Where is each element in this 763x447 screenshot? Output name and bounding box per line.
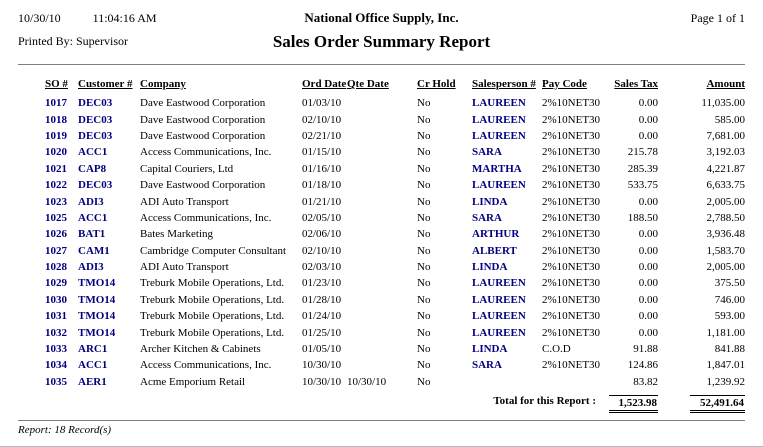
customer-number: DEC03 [78,179,113,192]
table-row [45,374,745,390]
cr-hold-cell: No [417,179,431,192]
amount-cell: 1,583.70 [706,244,745,257]
customer-number: ARC1 [78,343,108,356]
ord-date-cell: 02/21/10 [302,129,342,142]
table-row [45,128,745,144]
company-name: National Office Supply, Inc. [304,10,459,25]
table-row [45,177,745,193]
cr-hold-cell: No [417,359,431,372]
footer-divider [18,420,745,422]
cr-hold-cell: No [417,293,431,306]
company-cell: Dave Eastwood Corporation [140,129,266,142]
cr-hold-cell: No [417,310,431,323]
salesperson-cell: LINDA [472,343,508,356]
so-number: 1017 [45,97,67,110]
ord-date-cell: 01/25/10 [302,326,342,339]
cr-hold-cell: No [417,277,431,290]
ord-date-cell: 02/10/10 [302,113,342,126]
customer-number: AER1 [78,375,107,388]
ord-date-cell: 10/30/10 [302,359,342,372]
customer-number: TMO14 [78,326,116,339]
company-cell: ADI Auto Transport [140,195,229,208]
customer-number: CAM1 [78,244,110,257]
so-number: 1029 [45,277,67,290]
qte-date-cell [347,275,417,291]
so-number: 1032 [45,326,67,339]
so-number: 1025 [45,211,67,224]
sales-tax-cell: 0.00 [638,261,658,274]
salesperson-cell: SARA [472,211,502,224]
sales-tax-cell: 188.50 [627,211,658,224]
totals-amount: 52,491.64 [690,395,745,413]
company-cell: Access Communications, Inc. [140,211,272,224]
amount-cell: 7,681.00 [706,129,745,142]
customer-number: TMO14 [78,277,116,290]
company-cell: Bates Marketing [140,228,214,241]
totals-sales-tax: 1,523.98 [609,395,659,413]
table-row [45,357,745,373]
company-cell: Treburk Mobile Operations, Ltd. [140,293,285,306]
ord-date-cell: 10/30/10 [302,375,342,388]
report-header-line2 [18,32,745,58]
company-cell: Dave Eastwood Corporation [140,179,266,192]
pay-code-cell: 2%10NET30 [542,359,601,372]
ord-date-cell: 01/03/10 [302,97,342,110]
cr-hold-cell: No [417,113,431,126]
pay-code-cell: 2%10NET30 [542,261,601,274]
ord-date-cell: 02/03/10 [302,261,342,274]
qte-date-cell [347,226,417,242]
pay-code-cell: 2%10NET30 [542,310,601,323]
sales-tax-cell: 0.00 [638,97,658,110]
sales-tax-cell: 124.86 [627,359,658,372]
company-cell: Acme Emporium Retail [140,375,246,388]
sales-tax-cell: 91.88 [633,343,658,356]
table-row [45,259,745,275]
pay-code-cell: 2%10NET30 [542,113,601,126]
ord-date-cell: 02/05/10 [302,211,342,224]
table-row [45,144,745,160]
ord-date-cell: 01/15/10 [302,146,342,159]
print-datetime [18,11,248,26]
salesperson-cell [472,374,542,390]
col-header-company: Company [140,78,186,90]
pay-code-cell: 2%10NET30 [542,228,601,241]
qte-date-cell [347,292,417,308]
pay-code-cell: 2%10NET30 [542,326,601,339]
company-cell: ADI Auto Transport [140,261,229,274]
amount-cell: 1,239.92 [706,375,745,388]
so-number: 1020 [45,146,67,159]
table-footer [45,390,745,413]
cr-hold-cell: No [417,326,431,339]
qte-date-cell [347,259,417,275]
company-cell: Treburk Mobile Operations, Ltd. [140,326,285,339]
salesperson-cell: LAUREEN [472,97,526,110]
col-header-ord-date: Ord Date [302,78,347,90]
qte-date-cell [347,308,417,324]
amount-cell: 4,221.87 [706,162,745,175]
amount-cell: 2,005.00 [706,261,745,274]
so-number: 1027 [45,244,67,257]
col-header-sales-tax: Sales Tax [614,78,658,90]
so-number: 1021 [45,162,67,175]
qte-date-cell [347,161,417,177]
salesperson-cell: LAUREEN [472,326,526,339]
sales-tax-cell: 0.00 [638,113,658,126]
cr-hold-cell: No [417,375,431,388]
salesperson-cell: LAUREEN [472,310,526,323]
pay-code-cell: 2%10NET30 [542,293,601,306]
so-number: 1018 [45,113,67,126]
ord-date-cell: 01/05/10 [302,343,342,356]
sales-tax-cell: 0.00 [638,129,658,142]
amount-cell: 3,192.03 [706,146,745,159]
so-number: 1026 [45,228,67,241]
cr-hold-cell: No [417,162,431,175]
pay-code-cell: 2%10NET30 [542,162,601,175]
amount-cell: 1,847.01 [706,359,745,372]
page-indicator: Page 1 of 1 [690,11,745,25]
table-row [45,292,745,308]
sales-tax-cell: 285.39 [627,162,658,175]
cr-hold-cell: No [417,129,431,142]
amount-cell: 593.00 [714,310,745,323]
so-number: 1031 [45,310,67,323]
sales-tax-cell: 0.00 [638,326,658,339]
qte-date-cell [347,128,417,144]
amount-cell: 841.88 [714,343,745,356]
pay-code-cell: 2%10NET30 [542,244,601,257]
print-date: 10/30/10 [18,11,61,25]
pay-code-cell: 2%10NET30 [542,211,601,224]
sales-tax-cell: 533.75 [627,179,658,192]
ord-date-cell: 02/10/10 [302,244,342,257]
qte-date-cell [347,144,417,160]
salesperson-cell: LAUREEN [472,129,526,142]
table-row [45,243,745,259]
sales-tax-cell: 0.00 [638,195,658,208]
salesperson-cell: ARTHUR [472,228,520,241]
sales-tax-cell: 215.78 [627,146,658,159]
pay-code-cell [542,374,606,390]
qte-date-cell: 10/30/10 [347,375,387,388]
col-header-so: SO # [45,78,68,90]
qte-date-cell [347,324,417,340]
table-row [45,275,745,291]
pay-code-cell: 2%10NET30 [542,179,601,192]
company-cell: Capital Couriers, Ltd [140,162,234,175]
so-number: 1019 [45,129,67,142]
so-number: 1023 [45,195,67,208]
report-title: Sales Order Summary Report [272,32,491,51]
report-table [45,78,745,413]
company-cell: Access Communications, Inc. [140,146,272,159]
customer-number: ACC1 [78,146,108,159]
sales-tax-cell: 0.00 [638,293,658,306]
ord-date-cell: 02/06/10 [302,228,342,241]
ord-date-cell: 01/21/10 [302,195,342,208]
table-row [45,210,745,226]
record-count: Report: 18 Record(s) [18,424,112,437]
customer-number: BAT1 [78,228,106,241]
ord-date-cell: 01/24/10 [302,310,342,323]
cr-hold-cell: No [417,195,431,208]
cr-hold-cell: No [417,343,431,356]
salesperson-cell: LINDA [472,261,508,274]
qte-date-cell [347,111,417,127]
salesperson-cell: ALBERT [472,244,517,257]
qte-date-cell [347,177,417,193]
ord-date-cell: 01/28/10 [302,293,342,306]
col-header-salesperson: Salesperson # [472,78,536,90]
customer-number: DEC03 [78,113,113,126]
col-header-customer: Customer # [78,78,133,90]
so-number: 1035 [45,375,67,388]
table-row [45,95,745,111]
amount-cell: 6,633.75 [706,179,745,192]
so-number: 1034 [45,359,67,372]
table-row [45,161,745,177]
customer-number: ACC1 [78,211,108,224]
amount-cell: 375.50 [714,277,745,290]
qte-date-cell [347,357,417,373]
amount-cell: 11,035.00 [701,97,745,110]
company-cell: Dave Eastwood Corporation [140,97,266,110]
amount-cell: 1,181.00 [706,326,745,339]
company-cell: Cambridge Computer Consultant [140,244,287,257]
pay-code-cell: 2%10NET30 [542,195,601,208]
cr-hold-cell: No [417,211,431,224]
salesperson-cell: LAUREEN [472,179,526,192]
table-row [45,193,745,209]
cr-hold-cell: No [417,261,431,274]
totals-label: Total for this Report : [493,395,596,408]
sales-tax-cell: 0.00 [638,277,658,290]
qte-date-cell [347,243,417,259]
cr-hold-cell: No [417,244,431,257]
sales-tax-cell: 0.00 [638,228,658,241]
qte-date-cell [347,210,417,226]
customer-number: ADI3 [78,261,104,274]
sales-tax-cell: 0.00 [638,244,658,257]
salesperson-cell: LAUREEN [472,277,526,290]
salesperson-cell: LAUREEN [472,293,526,306]
amount-cell: 585.00 [714,113,745,126]
pay-code-cell: 2%10NET30 [542,277,601,290]
amount-cell: 2,788.50 [706,211,745,224]
salesperson-cell: SARA [472,359,502,372]
customer-number: CAP8 [78,162,107,175]
customer-number: ADI3 [78,195,104,208]
salesperson-cell: LAUREEN [472,113,526,126]
salesperson-cell: LINDA [472,195,508,208]
table-row [45,324,745,340]
customer-number: DEC03 [78,97,113,110]
col-header-pay-code: Pay Code [542,78,587,90]
header-divider [18,64,745,66]
customer-number: DEC03 [78,129,113,142]
pay-code-cell: 2%10NET30 [542,97,601,110]
so-number: 1033 [45,343,67,356]
table-row [45,341,745,357]
customer-number: ACC1 [78,359,108,372]
col-header-cr-hold: Cr Hold [417,78,456,90]
amount-cell: 2,005.00 [706,195,745,208]
company-cell: Dave Eastwood Corporation [140,113,266,126]
customer-number: TMO14 [78,310,116,323]
amount-cell: 3,936.48 [706,228,745,241]
sales-tax-cell: 83.82 [633,375,658,388]
ord-date-cell: 01/18/10 [302,179,342,192]
so-number: 1022 [45,179,67,192]
sales-tax-cell: 0.00 [638,310,658,323]
table-row [45,226,745,242]
qte-date-cell [347,193,417,209]
print-time: 11:04:16 AM [92,11,157,25]
qte-date-cell [347,95,417,111]
company-cell: Access Communications, Inc. [140,359,272,372]
salesperson-cell: SARA [472,146,502,159]
so-number: 1030 [45,293,67,306]
table-header-row [45,78,745,95]
ord-date-cell: 01/23/10 [302,277,342,290]
pay-code-cell: 2%10NET30 [542,146,601,159]
customer-number: TMO14 [78,293,116,306]
ord-date-cell: 01/16/10 [302,162,342,175]
pay-code-cell: C.O.D [542,343,571,356]
col-header-qte-date: Qte Date [347,78,389,90]
cr-hold-cell: No [417,97,431,110]
company-cell: Treburk Mobile Operations, Ltd. [140,310,285,323]
cr-hold-cell: No [417,228,431,241]
printed-by: Printed By: Supervisor [18,34,128,48]
pay-code-cell: 2%10NET30 [542,129,601,142]
table-body [45,95,745,390]
qte-date-cell [347,341,417,357]
salesperson-cell: MARTHA [472,162,522,175]
report-header-line1 [18,10,745,26]
table-row [45,308,745,324]
cr-hold-cell: No [417,146,431,159]
company-cell: Treburk Mobile Operations, Ltd. [140,277,285,290]
company-cell: Archer Kitchen & Cabinets [140,343,261,356]
table-row [45,111,745,127]
amount-cell: 746.00 [714,293,745,306]
col-header-amount: Amount [706,78,745,90]
so-number: 1028 [45,261,67,274]
totals-row [45,390,745,413]
